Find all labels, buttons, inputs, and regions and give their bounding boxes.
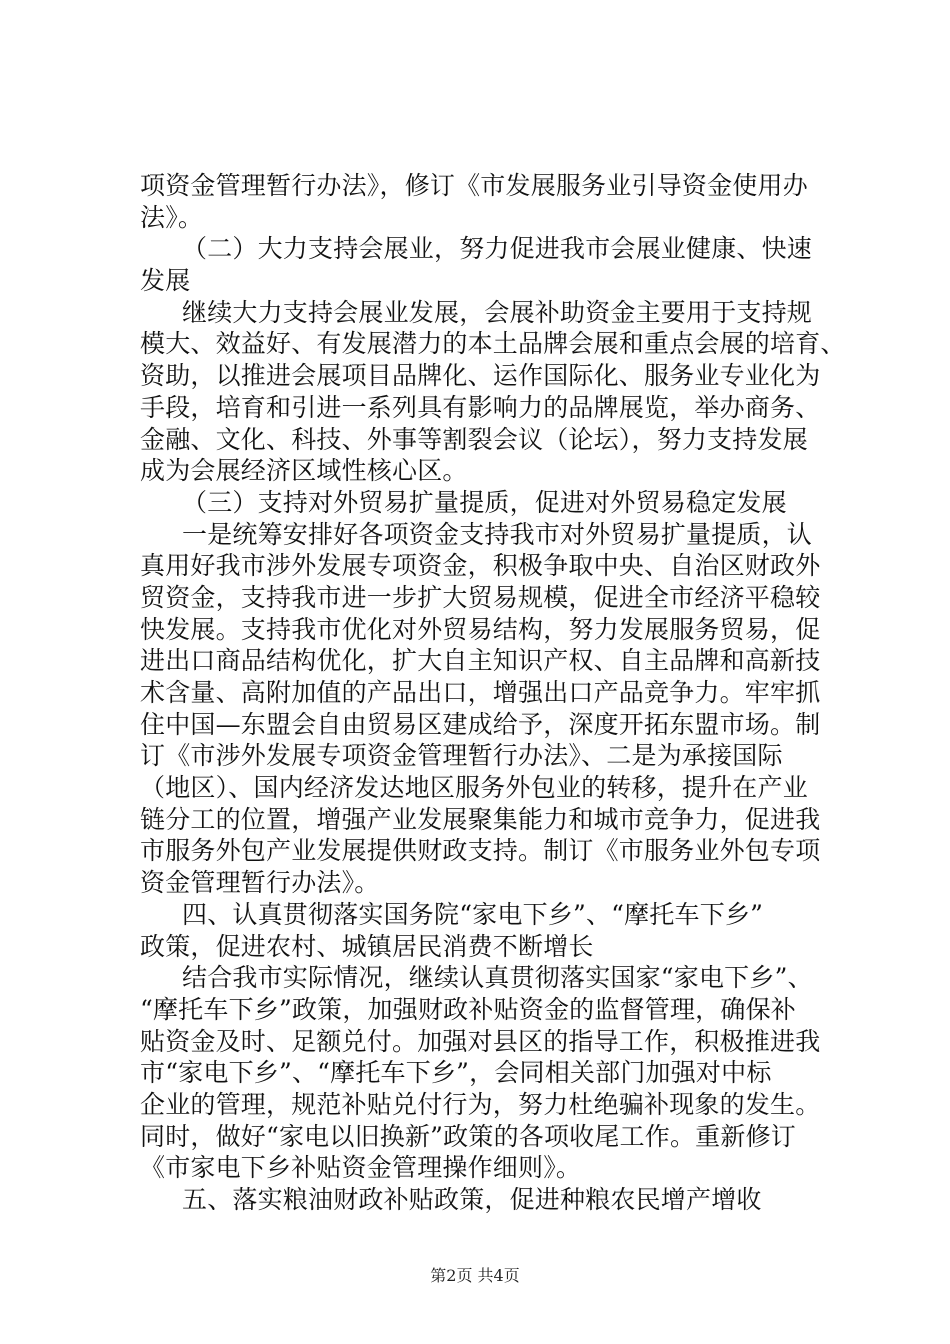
text-line: 贴资金及时、足额兑付。加强对县区的指导工作，积极推进我 (140, 1026, 821, 1056)
text-line: 结合我市实际情况，继续认真贯彻落实国家“家电下乡”、 (182, 963, 813, 993)
text-line: （地区）、国内经济发达地区服务外包业的转移，提升在产业 (140, 773, 808, 803)
text-line: 真用好我市涉外发展专项资金，积极争取中央、自治区财政外 (140, 551, 821, 581)
text-line: 同时，做好“家电以旧换新”政策的各项收尾工作。重新修订 (140, 1121, 796, 1151)
text-line: 政策，促进农村、城镇居民消费不断增长 (140, 931, 594, 961)
text-line: 贸资金，支持我市进一步扩大贸易规模，促进全市经济平稳较 (140, 582, 821, 612)
text-line: 四、认真贯彻落实国务院“家电下乡”、“摩托车下乡” (182, 899, 764, 929)
text-line: 快发展。支持我市优化对外贸易结构，努力发展服务贸易，促 (140, 614, 821, 644)
text-line: 市“家电下乡”、“摩托车下乡”，会同相关部门加强对中标 (140, 1058, 772, 1088)
text-line: 成为会展经济区域性核心区。 (140, 456, 468, 486)
text-line: 企业的管理，规范补贴兑付行为，努力杜绝骗补现象的发生。 (140, 1089, 821, 1119)
text-line: 资金管理暂行办法》。 (140, 868, 380, 898)
text-line: 资助，以推进会展项目品牌化、运作国际化、服务业专业化为 (140, 361, 821, 391)
text-line: 项资金管理暂行办法》，修订《市发展服务业引导资金使用办 (140, 171, 808, 200)
text-line: “摩托车下乡”政策，加强财政补贴资金的监督管理，确保补 (140, 994, 796, 1024)
text-line: （二）大力支持会展业，努力促进我市会展业健康、快速 (182, 234, 813, 264)
text-line: 《市家电下乡补贴资金管理操作细则》。 (140, 1153, 582, 1183)
text-line: 市服务外包产业发展提供财政支持。制订《市服务业外包专项 (140, 836, 821, 866)
text-line: 模大、效益好、有发展潜力的本土品牌会展和重点会展的培育、 (140, 329, 846, 359)
text-line: 手段，培育和引进一系列具有影响力的品牌展览，举办商务、 (140, 392, 821, 422)
text-line: （三）支持对外贸易扩量提质，促进对外贸易稳定发展 (182, 487, 787, 517)
text-line: 进出口商品结构优化，扩大自主知识产权、自主品牌和高新技 (140, 646, 821, 676)
document-body (140, 170, 846, 1216)
text-line: 法》。 (140, 202, 204, 232)
text-line: 继续大力支持会展业发展，会展补助资金主要用于支持规 (182, 297, 813, 327)
text-line: 金融、文化、科技、外事等割裂会议（论坛），努力支持发展 (140, 424, 808, 454)
text-line: 术含量、高附加值的产品出口，增强出口产品竞争力。牢牢抓 (140, 678, 821, 707)
page-number-label: 第2页 共4页 (430, 1266, 520, 1285)
text-line: 订《市涉外发展专项资金管理暂行办法》、二是为承接国际 (140, 741, 783, 771)
page-footer (0, 1266, 950, 1286)
text-line: 链分工的位置，增强产业发展聚集能力和城市竞争力，促进我 (140, 804, 821, 834)
text-line: 一是统筹安排好各项资金支持我市对外贸易扩量提质，认 (182, 519, 813, 549)
text-line: 住中国—东盟会自由贸易区建成给予，深度开拓东盟市场。制 (140, 709, 821, 739)
text-line: 五、落实粮油财政补贴政策，促进种粮农民增产增收 (182, 1185, 762, 1214)
text-line: 发展 (140, 266, 191, 296)
